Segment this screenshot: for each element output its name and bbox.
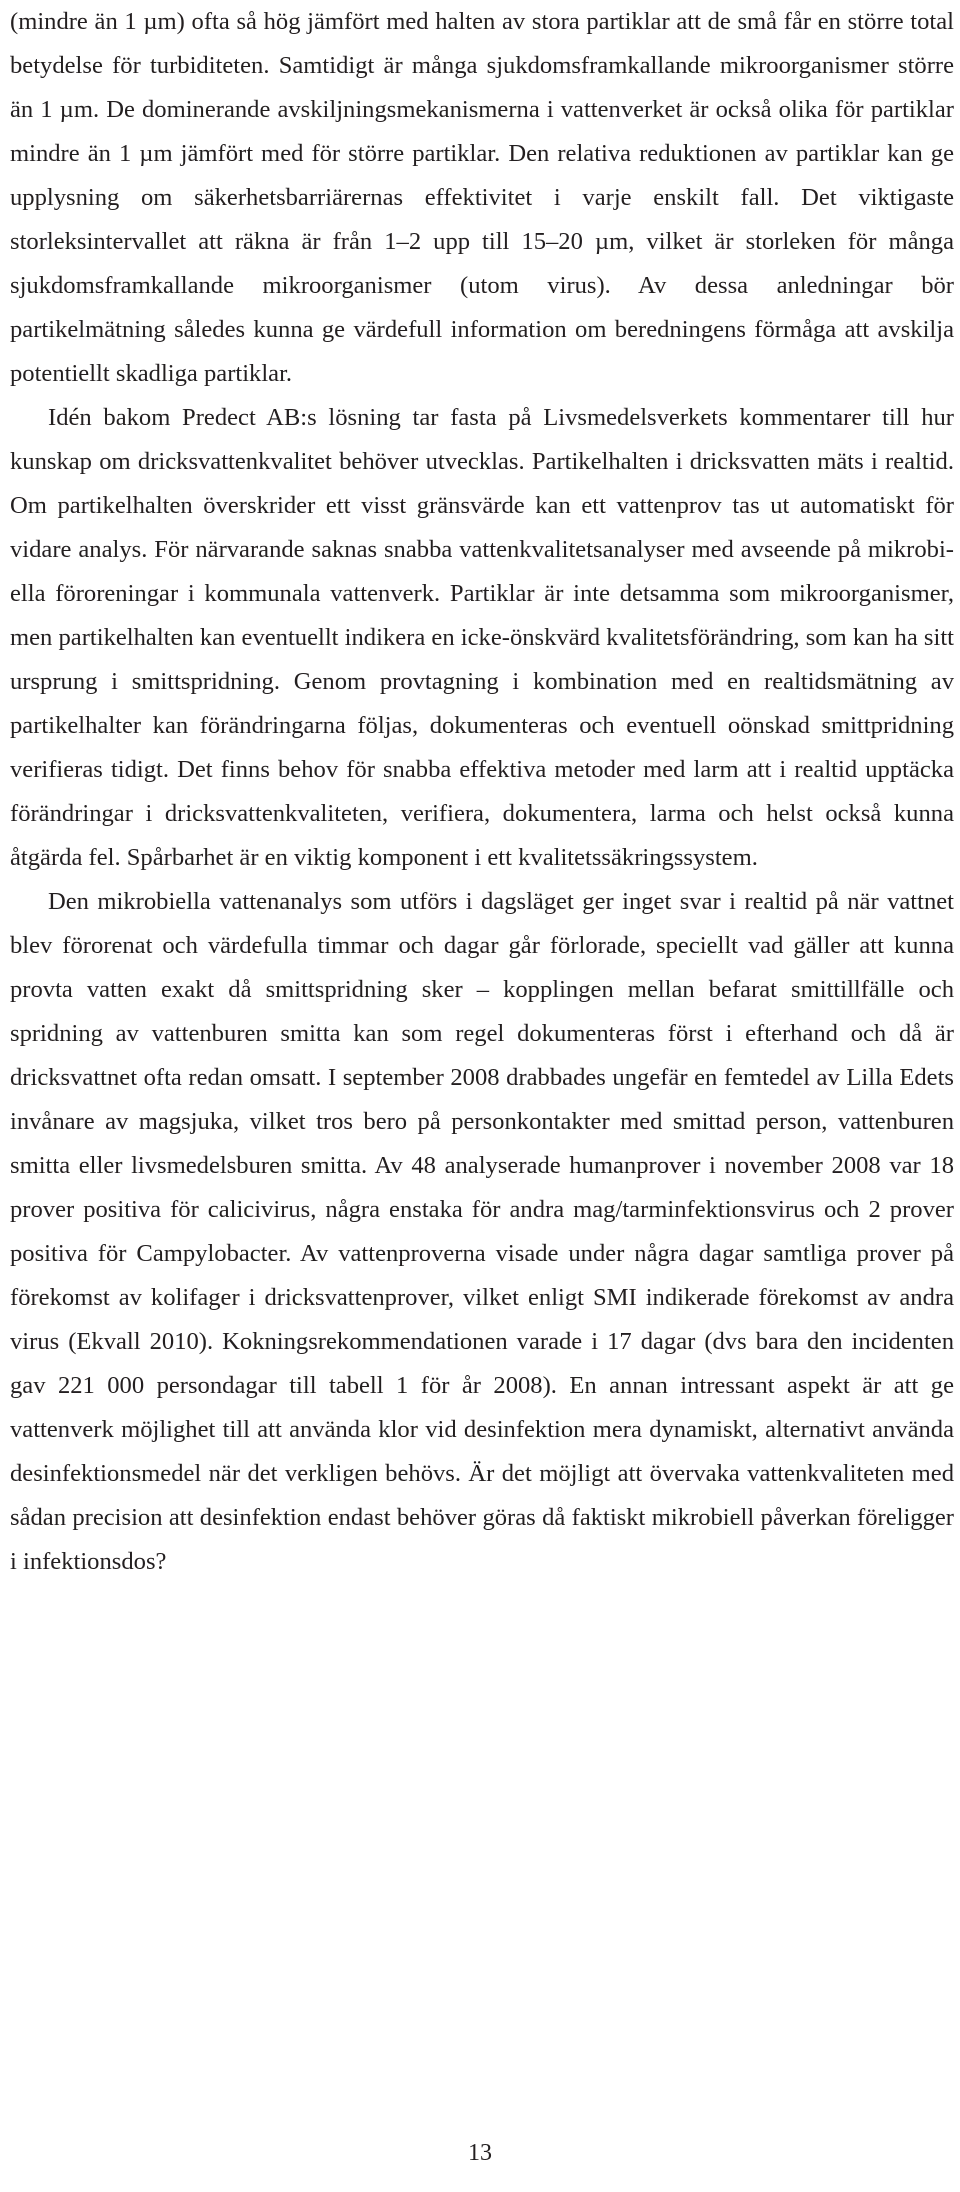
body-paragraph-1: (mindre än 1 µm) ofta så hög jämfört med halten av stora partiklar att de små får en större total betydelse för turbiditeten. Samtidigt är många sjukdomsframkallande mikroorganismer större än 1 µm. De dominerande avskiljningsmekanismerna i vattenverket är också olika för partiklar mindre än 1 µm jämfört med för större partiklar. Den relativa reduktionen av partiklar kan ge upplysning om säkerhetsbarriärernas effektivitet i varje enskilt fall. Det viktigaste storleksintervallet att räkna är från 1–2 upp till 15–20 µm, vilket är storleken för många sjukdomsframkallande mikroorganismer (utom virus). Av dessa anledningar bör partikelmätning således kunna ge värdefull information om beredningens förmåga att avskilja potentiellt skadliga partiklar. xyxy=(10,8,954,387)
body-paragraph-3: Den mikrobiella vattenanalys som utförs i dagsläget ger inget svar i realtid på när vattnet blev förorenat och värdefulla timmar och dagar går förlorade, speciellt vad gäller att kunna provta vatten exakt då smittspridning sker – kopplingen mellan befarat smittillfälle och spridning av vattenburen smitta kan som regel dokumenteras först i efterhand och då är dricksvattnet ofta redan omsatt. I september 2008 drabbades ungefär en femtedel av Lilla Edets invånare av magsjuka, vilket tros bero på personkontakter med smittad person, vattenburen smitta eller livsmedelsburen smitta. Av 48 analyserade humanprover i november 2008 var 18 prover positiva för calicivirus, några enstaka för andra mag/tarminfektionsvirus och 2 prover positiva för Campylobacter. Av vattenproverna visade under några dagar samtliga prover på förekomst av kolifager i dricksvattenprover, vilket enligt SMI indikerade förekomst av andra virus (Ekvall 2010). Kokningsrekommendationen varade i 17 dagar (dvs bara den incidenten gav 221 000 persondagar till tabell 1 för år 2008). En annan intressant aspekt är att ge vattenverk möjlighet till att använda klor vid desinfektion mera dynamiskt, alternativt använda desinfektionsmedel när det verkligen behövs. Är det möjligt att övervaka vattenkvaliteten med sådan precision att desinfektion endast behöver göras då faktiskt mikrobiell påverkan föreligger i infektionsdos? xyxy=(10,888,954,1575)
page-body xyxy=(10,0,954,1584)
body-paragraph-2: Idén bakom Predect AB:s lösning tar fasta på Livsmedelsverkets kommentarer till hur kunskap om dricksvattenkvalitet behöver utvecklas. Partikelhalten i dricksvatten mäts i realtid. Om partikelhalten överskrider ett visst gränsvärde kan ett vattenprov tas ut automatiskt för vidare analys. För närvarande saknas snabba vattenkvalitetsanalyser med avseende på mikrobiella föroreningar i kommunala vattenverk. Partiklar är inte detsamma som mikroorganismer, men partikelhalten kan eventuellt indikera en icke-önskvärd kvalitetsförändring, som kan ha sitt ursprung i smittspridning. Genom provtagning i kombination med en realtidsmätning av partikelhalter kan förändringarna följas, dokumenteras och eventuell oönskad smittpridning verifieras tidigt. Det finns behov för snabba effektiva metoder med larm att i realtid upptäcka förändringar i dricksvattenkvaliteten, verifiera, dokumentera, larma och helst också kunna åtgärda fel. Spårbarhet är en viktig komponent i ett kvalitetssäkringssystem. xyxy=(10,404,954,871)
page-number: 13 xyxy=(468,2140,492,2166)
